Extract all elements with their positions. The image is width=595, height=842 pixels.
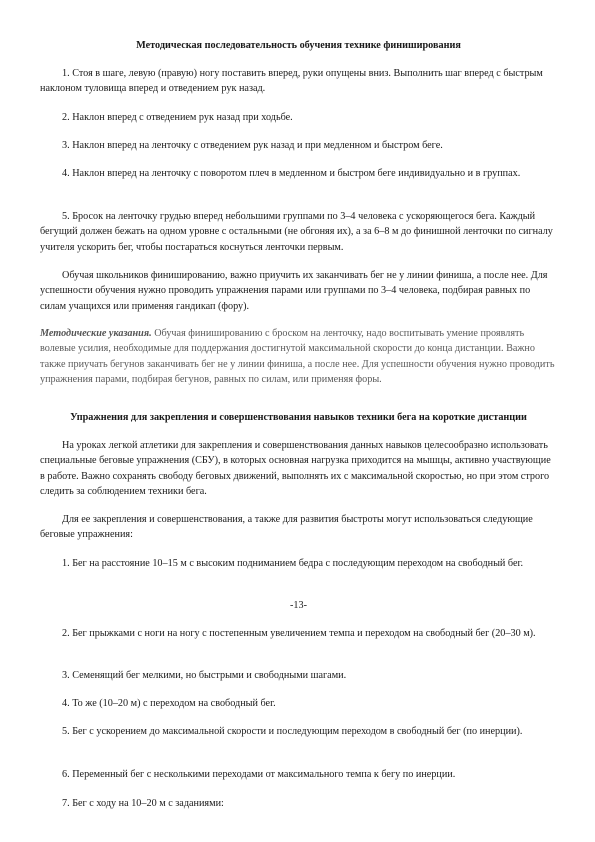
list-item: 2. Бег прыжками с ноги на ногу с постепенным увеличением темпа и переходом на свободный бег (20–30 м). — [62, 628, 536, 639]
paragraph-sbu: На уроках легкой атлетики для закрепления и совершенствования данных навыков целесообразно использовать специальные беговые упражнения (СБУ), в которых основная нагрузка приходится на мышцы, активно участвующие в работе. Важно сохранять свободу беговых движений, выполнять их с максимальной скоростью, но при этом строго следить за соблюдением техники бега. — [40, 440, 551, 497]
list-item: 3. Семенящий бег мелкими, но быстрыми и свободными шагами. — [62, 670, 347, 681]
section-heading: Упражнения для закрепления и совершенствования навыков техники бега на короткие дистанции — [70, 412, 527, 423]
list-item: 3. Наклон вперед на ленточку с отведением рук назад и при медленном и быстром беге. — [62, 140, 443, 151]
list-item: 6. Переменный бег с несколькими переходами от максимального темпа к бегу по инерции. — [62, 769, 456, 780]
list-item: 4. То же (10–20 м) с переходом на свободный бег. — [62, 698, 276, 709]
list-item: 1. Стоя в шаге, левую (правую) ногу поставить вперед, руки опущены вниз. Выполнить шаг вперед с быстрым наклоном туловища вперед и отведением рук назад. — [40, 68, 543, 95]
document-title: Методическая последовательность обучения технике финиширования — [136, 40, 461, 51]
list-item: 4. Наклон вперед на ленточку с поворотом плеч в медленном и быстром беге индивидуально и в группах. — [62, 168, 521, 179]
list-item: 7. Бег с ходу на 10–20 м с заданиями: — [62, 798, 224, 809]
methodical-notes — [40, 326, 557, 387]
paragraph-intro: Для ее закрепления и совершенствования, а также для развития быстроты могут использоваться следующие беговые упражнения: — [40, 514, 533, 541]
methodical-notes-text: Обучая финишированию с броском на ленточку, надо воспитывать умение проявлять волевые усилия, необходимые для поддержания достигнутой максимальной скорости до конца дистанции. Важно также приучать бегунов заканчивать бег не у линии финиша, а после нее. Для успешности обучения нужно проводить упражнения парами, подбирая бегунов, равных по силам, или применяя форы. — [40, 328, 555, 385]
list-item: 2. Наклон вперед с отведением рук назад при ходьбе. — [62, 112, 293, 123]
list-item: 5. Бег с ускорением до максимальной скорости и последующим переходом в свободный бег (по инерции). — [62, 726, 523, 737]
list-item: 5. Бросок на ленточку грудью вперед небольшими группами по 3–4 человека с ускоряющегося бега. Каждый бегущий должен бежать на одном уровне с остальными (не обгоняя их), а за 6–8 м до финишной ленточки по сигналу учителя ускорить бег, чтобы постараться коснуться ленточки первым. — [40, 211, 553, 253]
list-item: 1. Бег на расстояние 10–15 м с высоким подниманием бедра с последующим переходом на свободный бег. — [62, 558, 524, 569]
page-number: -13- — [290, 600, 307, 611]
methodical-notes-lead: Методические указания. — [40, 328, 152, 339]
paragraph-finish: Обучая школьников финишированию, важно приучить их заканчивать бег не у линии финиша, а после нее. Для успешности обучения нужно проводить упражнения парами или группами по 3–4 человека, подбирая равных по силам учащихся или применяя гандикап (фору). — [40, 270, 548, 312]
